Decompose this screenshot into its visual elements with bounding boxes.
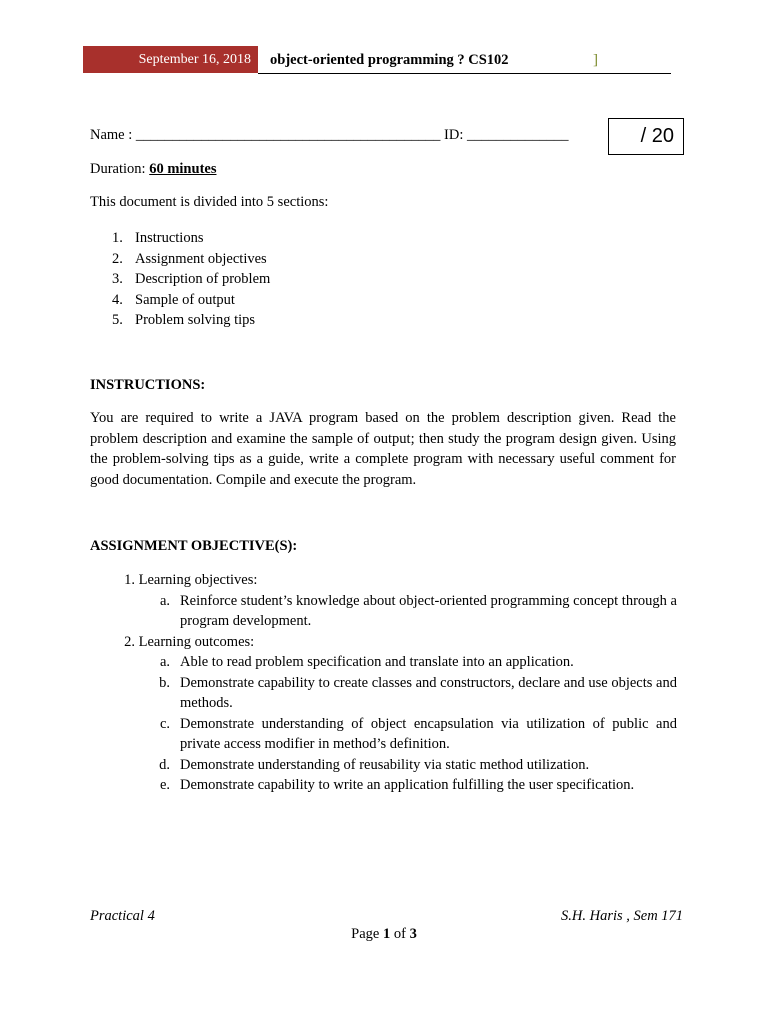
intro-text: This document is divided into 5 sections: (90, 194, 329, 210)
score-total: / 20 (640, 125, 674, 147)
list-item: 5. Problem solving tips (112, 312, 256, 328)
list-item: 1. Instructions (112, 230, 204, 246)
header-rule (258, 73, 671, 74)
list-item: 2. Learning outcomes: a. Able to read problem specification and translate into an application. b. Demonstrate capability to create classes and constructors, declare and use objects and methods. c. Demonstrate understanding of object encapsulation via utilization of public and private access modifier in method’s definition. d. Demonstrate understanding of reusability via static method utilization. e. Demonstrate capability to write an application fulfilling the user specification. (90, 632, 677, 796)
list-item: e. Demonstrate capability to write an application fulfilling the user specification. (159, 777, 635, 793)
sub-list (90, 591, 677, 632)
name-label: Name : (90, 127, 133, 143)
list-item: a. Able to read problem specification and translate into an application. (159, 654, 574, 670)
id-blank: ______________ (467, 127, 569, 143)
name-blank: __________________________________________ (135, 127, 441, 143)
duration-value: 60 minutes (149, 161, 217, 177)
name-id-line (90, 127, 569, 144)
objectives-heading: ASSIGNMENT OBJECTIVE(S): (90, 538, 298, 554)
list-item: d. Demonstrate understanding of reusability via static method utilization. (159, 756, 590, 773)
list-item: 1. Learning objectives: a. Reinforce student’s knowledge about object-oriented programming concept through a program development. (90, 570, 677, 632)
page-number: Page 1 of 3 (351, 926, 417, 942)
list-item: 3. Description of problem (112, 271, 271, 287)
sections-list (104, 228, 270, 331)
objectives-list (90, 570, 677, 796)
instructions-body: You are required to write a JAVA program based on the problem description given. Read the problem description and examine the sample of output; then study the program design given. Using the problem-solving tips as a guide, write a complete program with necessary useful comment for good documentation. Compile and execute the program. (90, 410, 676, 488)
header-bracket: ] (593, 52, 598, 68)
list-item: c. Demonstrate understanding of object encapsulation via utilization of public and private access modifier in method’s definition. (159, 715, 677, 752)
score-box (608, 118, 684, 155)
footer-author: S.H. Haris , Sem 171 (561, 908, 684, 924)
duration-line (90, 161, 216, 178)
list-item: a. Reinforce student’s knowledge about object-oriented programming concept through a program development. (159, 592, 677, 629)
id-label: ID: (444, 127, 464, 143)
sub-list (90, 652, 677, 796)
instructions-heading: INSTRUCTIONS: (90, 377, 206, 393)
list-item: 2. Assignment objectives (112, 250, 267, 267)
list-item: 4. Sample of output (112, 291, 235, 308)
header-date: September 16, 2018 (138, 52, 251, 67)
header-date-block (83, 46, 258, 73)
duration-label: Duration: (90, 161, 146, 177)
list-item: b. Demonstrate capability to create classes and constructors, declare and use objects and methods. (159, 674, 677, 711)
footer-practical: Practical 4 (90, 908, 155, 924)
header-course-title: object-oriented programming ? CS102 (270, 52, 509, 68)
